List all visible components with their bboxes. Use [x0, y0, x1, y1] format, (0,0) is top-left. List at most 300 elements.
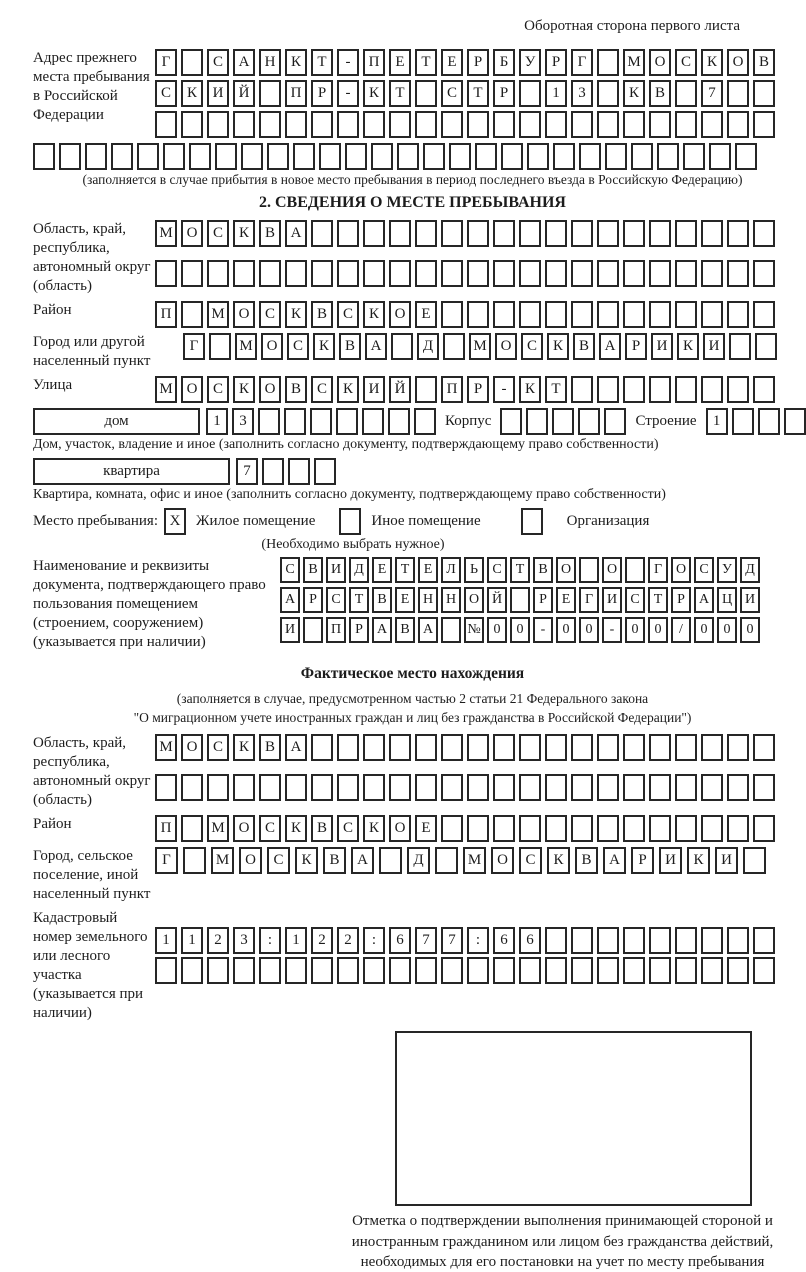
char-box — [784, 408, 806, 435]
char-box: Р — [545, 49, 567, 76]
char-box — [623, 734, 645, 761]
char-box: 0 — [625, 617, 645, 643]
char-box — [389, 260, 411, 287]
char-box-row — [155, 49, 775, 76]
char-box: Т — [545, 376, 567, 403]
char-box — [727, 927, 749, 954]
char-box: В — [575, 847, 598, 874]
char-box — [85, 143, 107, 170]
char-box — [701, 260, 723, 287]
char-box: 2 — [337, 927, 359, 954]
char-box — [675, 734, 697, 761]
char-box: С — [337, 301, 359, 328]
char-box: К — [337, 376, 359, 403]
char-box: Р — [349, 617, 369, 643]
char-box — [753, 80, 775, 107]
char-box — [259, 957, 281, 984]
char-box — [519, 774, 541, 801]
prev-address-overflow-row — [33, 143, 792, 170]
char-box — [467, 774, 489, 801]
char-box: С — [487, 557, 507, 583]
char-box — [755, 333, 777, 360]
char-box: А — [372, 617, 392, 643]
char-box — [285, 957, 307, 984]
char-box — [732, 408, 754, 435]
cadastre-field — [33, 909, 792, 1023]
char-box — [753, 220, 775, 247]
house-note: Дом, участок, владение и иное (заполнить согласно документу, подтверждающему право собственности) — [33, 437, 659, 453]
char-box — [519, 957, 541, 984]
stamp-caption: Отметка о подтверждении выполнения принимающей стороной и иностранным гражданином или лицом без гражданства действий, необходимых для его постановки на учет по месту пребывания — [351, 1213, 774, 1270]
char-box — [571, 301, 593, 328]
char-box — [493, 774, 515, 801]
char-box — [649, 734, 671, 761]
char-box — [111, 143, 133, 170]
char-box: 0 — [579, 617, 599, 643]
char-box — [519, 815, 541, 842]
char-box — [155, 774, 177, 801]
char-box — [311, 220, 333, 247]
char-box — [597, 220, 619, 247]
char-box: Г — [571, 49, 593, 76]
char-box: А — [351, 847, 374, 874]
char-box: 1 — [285, 927, 307, 954]
char-box: М — [207, 815, 229, 842]
char-box — [571, 376, 593, 403]
char-box — [391, 333, 413, 360]
char-box-row — [155, 376, 775, 403]
district-label: Район — [33, 302, 72, 319]
char-box — [701, 957, 723, 984]
char-box: К — [363, 80, 385, 107]
char-box: О — [181, 376, 203, 403]
char-box: С — [441, 80, 463, 107]
char-box: 3 — [232, 408, 254, 435]
char-box: А — [418, 617, 438, 643]
char-box: О — [671, 557, 691, 583]
char-box-row — [155, 957, 775, 984]
char-box — [389, 957, 411, 984]
char-box — [467, 957, 489, 984]
actual-region-label: Область, край, республика, автономный округ (область) — [33, 734, 151, 808]
char-box — [727, 301, 749, 328]
char-box: О — [649, 49, 671, 76]
document-label: Наименование и реквизиты документа, подтверждающего право пользования помещением (строением, сооружением) (указывается при наличии) — [33, 558, 266, 651]
char-box: О — [464, 587, 484, 613]
char-box — [571, 111, 593, 138]
char-box — [493, 111, 515, 138]
char-box — [337, 220, 359, 247]
char-box — [414, 408, 436, 435]
char-box — [501, 143, 523, 170]
char-box: Р — [671, 587, 691, 613]
char-box — [389, 774, 411, 801]
char-box — [683, 143, 705, 170]
char-box — [753, 260, 775, 287]
char-box: В — [339, 333, 361, 360]
char-box: С — [207, 376, 229, 403]
char-box: И — [715, 847, 738, 874]
char-box: Р — [625, 333, 647, 360]
char-box: С — [625, 587, 645, 613]
char-box: С — [287, 333, 309, 360]
char-box: Р — [467, 376, 489, 403]
char-box: А — [603, 847, 626, 874]
char-box — [571, 260, 593, 287]
char-box — [155, 260, 177, 287]
char-box — [345, 143, 367, 170]
char-box — [753, 376, 775, 403]
char-box — [389, 111, 411, 138]
char-box — [675, 376, 697, 403]
char-box — [545, 815, 567, 842]
char-box — [631, 143, 653, 170]
char-box — [363, 220, 385, 247]
char-box — [209, 333, 231, 360]
city-field — [33, 333, 792, 371]
stay-option-label-inoe: Иное помещение — [371, 513, 481, 530]
char-box — [519, 260, 541, 287]
char-box: Й — [233, 80, 255, 107]
char-box-row — [155, 734, 775, 761]
char-box: О — [556, 557, 576, 583]
char-box: Т — [467, 80, 489, 107]
char-box — [623, 260, 645, 287]
char-box — [435, 847, 458, 874]
char-box — [155, 111, 177, 138]
char-box — [493, 734, 515, 761]
char-box — [259, 111, 281, 138]
actual-region-field — [33, 734, 792, 810]
char-box: А — [694, 587, 714, 613]
char-box — [727, 111, 749, 138]
char-box: - — [602, 617, 622, 643]
char-box: С — [280, 557, 300, 583]
char-box: : — [259, 927, 281, 954]
char-box: 7 — [441, 927, 463, 954]
actual-location-note-line1: (заполняется в случае, предусмотренном частью 2 статьи 21 Федерального закона — [176, 690, 649, 706]
char-box: Ь — [464, 557, 484, 583]
char-box — [545, 957, 567, 984]
char-box: П — [326, 617, 346, 643]
char-box — [449, 143, 471, 170]
char-box — [415, 220, 437, 247]
char-box — [467, 111, 489, 138]
char-box — [59, 143, 81, 170]
char-box — [441, 260, 463, 287]
apartment-note: Квартира, комната, офис и иное (заполнить согласно документу, подтверждающему право собственности) — [33, 487, 666, 503]
char-box: 3 — [571, 80, 593, 107]
char-box: К — [285, 301, 307, 328]
char-box: Т — [311, 49, 333, 76]
char-box: С — [207, 734, 229, 761]
char-box — [727, 815, 749, 842]
char-box: - — [533, 617, 553, 643]
house-number-boxes — [206, 408, 436, 435]
char-box: С — [267, 847, 290, 874]
char-box-row — [280, 617, 760, 643]
actual-region-rows — [155, 734, 775, 810]
char-box: Т — [415, 49, 437, 76]
char-box — [288, 458, 310, 485]
char-box — [571, 734, 593, 761]
char-box — [293, 143, 315, 170]
char-box: 6 — [493, 927, 515, 954]
char-box — [545, 260, 567, 287]
char-box: О — [181, 734, 203, 761]
char-box — [441, 111, 463, 138]
char-box: К — [181, 80, 203, 107]
char-box — [743, 847, 766, 874]
char-box — [753, 301, 775, 328]
char-box — [137, 143, 159, 170]
char-box: О — [233, 301, 255, 328]
char-box — [623, 815, 645, 842]
char-box: О — [181, 220, 203, 247]
char-box-row — [280, 587, 760, 613]
house-row — [33, 408, 792, 435]
char-box: Н — [441, 587, 461, 613]
char-box — [519, 734, 541, 761]
char-box: Е — [441, 49, 463, 76]
char-box: Г — [579, 587, 599, 613]
char-box-row — [155, 220, 775, 247]
char-box: А — [365, 333, 387, 360]
char-box: А — [599, 333, 621, 360]
char-box: С — [207, 49, 229, 76]
char-box: 6 — [389, 927, 411, 954]
char-box — [441, 774, 463, 801]
char-box — [415, 80, 437, 107]
char-box — [379, 847, 402, 874]
char-box — [207, 111, 229, 138]
char-box: С — [207, 220, 229, 247]
char-box-row — [155, 927, 775, 954]
char-box — [336, 408, 358, 435]
char-box — [233, 774, 255, 801]
char-box: Р — [493, 80, 515, 107]
char-box: С — [521, 333, 543, 360]
char-box — [241, 143, 263, 170]
char-box — [233, 260, 255, 287]
char-box: Й — [389, 376, 411, 403]
cadastre-label: Кадастровый номер земельного или лесного участка (указывается при наличии) — [33, 909, 148, 1022]
region-rows — [155, 220, 775, 296]
char-box-row — [155, 111, 775, 138]
char-box — [215, 143, 237, 170]
char-box — [441, 815, 463, 842]
char-box — [623, 220, 645, 247]
char-box — [753, 815, 775, 842]
char-box — [337, 774, 359, 801]
char-box — [303, 617, 323, 643]
char-box — [475, 143, 497, 170]
char-box: И — [363, 376, 385, 403]
char-box — [727, 774, 749, 801]
char-box: С — [694, 557, 714, 583]
char-box — [727, 80, 749, 107]
char-box — [285, 111, 307, 138]
char-box — [527, 143, 549, 170]
char-box — [649, 815, 671, 842]
char-box: Р — [533, 587, 553, 613]
char-box: К — [233, 376, 255, 403]
char-box: Г — [648, 557, 668, 583]
district-field — [33, 301, 792, 328]
char-box — [314, 458, 336, 485]
char-box: Л — [441, 557, 461, 583]
char-box: И — [703, 333, 725, 360]
char-box: - — [337, 80, 359, 107]
actual-city-field — [33, 847, 792, 904]
char-box — [597, 734, 619, 761]
char-box — [389, 734, 411, 761]
char-box: - — [493, 376, 515, 403]
char-box — [623, 301, 645, 328]
char-box — [181, 957, 203, 984]
char-box — [625, 557, 645, 583]
char-box — [578, 408, 600, 435]
char-box — [727, 734, 749, 761]
stroenie-boxes — [706, 408, 806, 435]
char-box: : — [467, 927, 489, 954]
char-box — [701, 774, 723, 801]
apartment-type-box: квартира — [33, 458, 230, 485]
char-box-row — [183, 333, 777, 360]
char-box: Т — [510, 557, 530, 583]
char-box — [597, 774, 619, 801]
char-box — [675, 80, 697, 107]
region-label: Область, край, республика, автономный округ (область) — [33, 221, 151, 295]
document-rows — [280, 557, 760, 652]
char-box — [727, 957, 749, 984]
prev-address-rows — [155, 49, 775, 138]
char-box — [181, 774, 203, 801]
char-box — [510, 587, 530, 613]
char-box: М — [207, 301, 229, 328]
char-box: Е — [372, 557, 392, 583]
prev-address-note: (заполняется в случае прибытия в новое место пребывания в период последнего въезда в Российскую Федерацию) — [82, 172, 743, 187]
char-box: П — [155, 815, 177, 842]
char-box — [467, 260, 489, 287]
char-box — [363, 111, 385, 138]
char-box — [597, 957, 619, 984]
char-box: Н — [418, 587, 438, 613]
char-box — [729, 333, 751, 360]
char-box — [675, 301, 697, 328]
char-box — [467, 220, 489, 247]
char-box: И — [326, 557, 346, 583]
char-box — [597, 260, 619, 287]
char-box: Т — [648, 587, 668, 613]
char-box — [597, 376, 619, 403]
char-box: 1 — [155, 927, 177, 954]
char-box: С — [337, 815, 359, 842]
char-box — [259, 260, 281, 287]
char-box — [519, 220, 541, 247]
char-box — [441, 734, 463, 761]
char-box — [337, 260, 359, 287]
char-box: А — [285, 220, 307, 247]
char-box: П — [441, 376, 463, 403]
char-box: В — [753, 49, 775, 76]
stay-option-checkbox-org — [521, 508, 543, 535]
stay-option-checkbox-zhiloe: X — [164, 508, 186, 535]
char-box: К — [233, 734, 255, 761]
char-box — [701, 111, 723, 138]
char-box — [597, 927, 619, 954]
char-box — [311, 260, 333, 287]
char-box: К — [623, 80, 645, 107]
char-box — [675, 260, 697, 287]
char-box — [701, 301, 723, 328]
char-box: П — [285, 80, 307, 107]
char-box — [753, 774, 775, 801]
char-box — [675, 927, 697, 954]
char-box: В — [311, 301, 333, 328]
char-box: К — [363, 815, 385, 842]
char-box-row — [155, 774, 775, 801]
char-box: 7 — [236, 458, 258, 485]
char-box: К — [547, 847, 570, 874]
char-box: 0 — [740, 617, 760, 643]
char-box: 0 — [510, 617, 530, 643]
char-box-row — [155, 260, 775, 287]
actual-location-note — [33, 689, 792, 728]
char-box: В — [649, 80, 671, 107]
korpus-label: Корпус — [445, 413, 492, 430]
char-box — [207, 774, 229, 801]
char-box — [319, 143, 341, 170]
char-box — [545, 220, 567, 247]
char-box: О — [727, 49, 749, 76]
char-box — [284, 408, 306, 435]
char-box: М — [155, 376, 177, 403]
char-box — [526, 408, 548, 435]
char-box — [735, 143, 757, 170]
stay-type-row — [33, 508, 792, 535]
char-box-row — [155, 301, 775, 328]
char-box: К — [701, 49, 723, 76]
char-box — [545, 301, 567, 328]
char-box: К — [547, 333, 569, 360]
char-box — [571, 815, 593, 842]
char-box: И — [207, 80, 229, 107]
char-box — [258, 408, 280, 435]
char-box: О — [233, 815, 255, 842]
char-box — [363, 957, 385, 984]
char-box: О — [389, 301, 411, 328]
char-box — [649, 376, 671, 403]
char-box: : — [363, 927, 385, 954]
char-box: 1 — [706, 408, 728, 435]
char-box-row — [155, 80, 775, 107]
char-box — [605, 143, 627, 170]
actual-city-label: Город, сельское поселение, иной населенный пункт — [33, 847, 151, 902]
char-box — [727, 376, 749, 403]
char-box — [311, 774, 333, 801]
char-box: 3 — [233, 927, 255, 954]
char-box: Е — [389, 49, 411, 76]
char-box — [545, 927, 567, 954]
char-box: С — [259, 815, 281, 842]
char-box — [701, 220, 723, 247]
char-box: К — [295, 847, 318, 874]
char-box: Е — [556, 587, 576, 613]
char-box: 0 — [717, 617, 737, 643]
char-box: 2 — [311, 927, 333, 954]
char-box — [727, 220, 749, 247]
